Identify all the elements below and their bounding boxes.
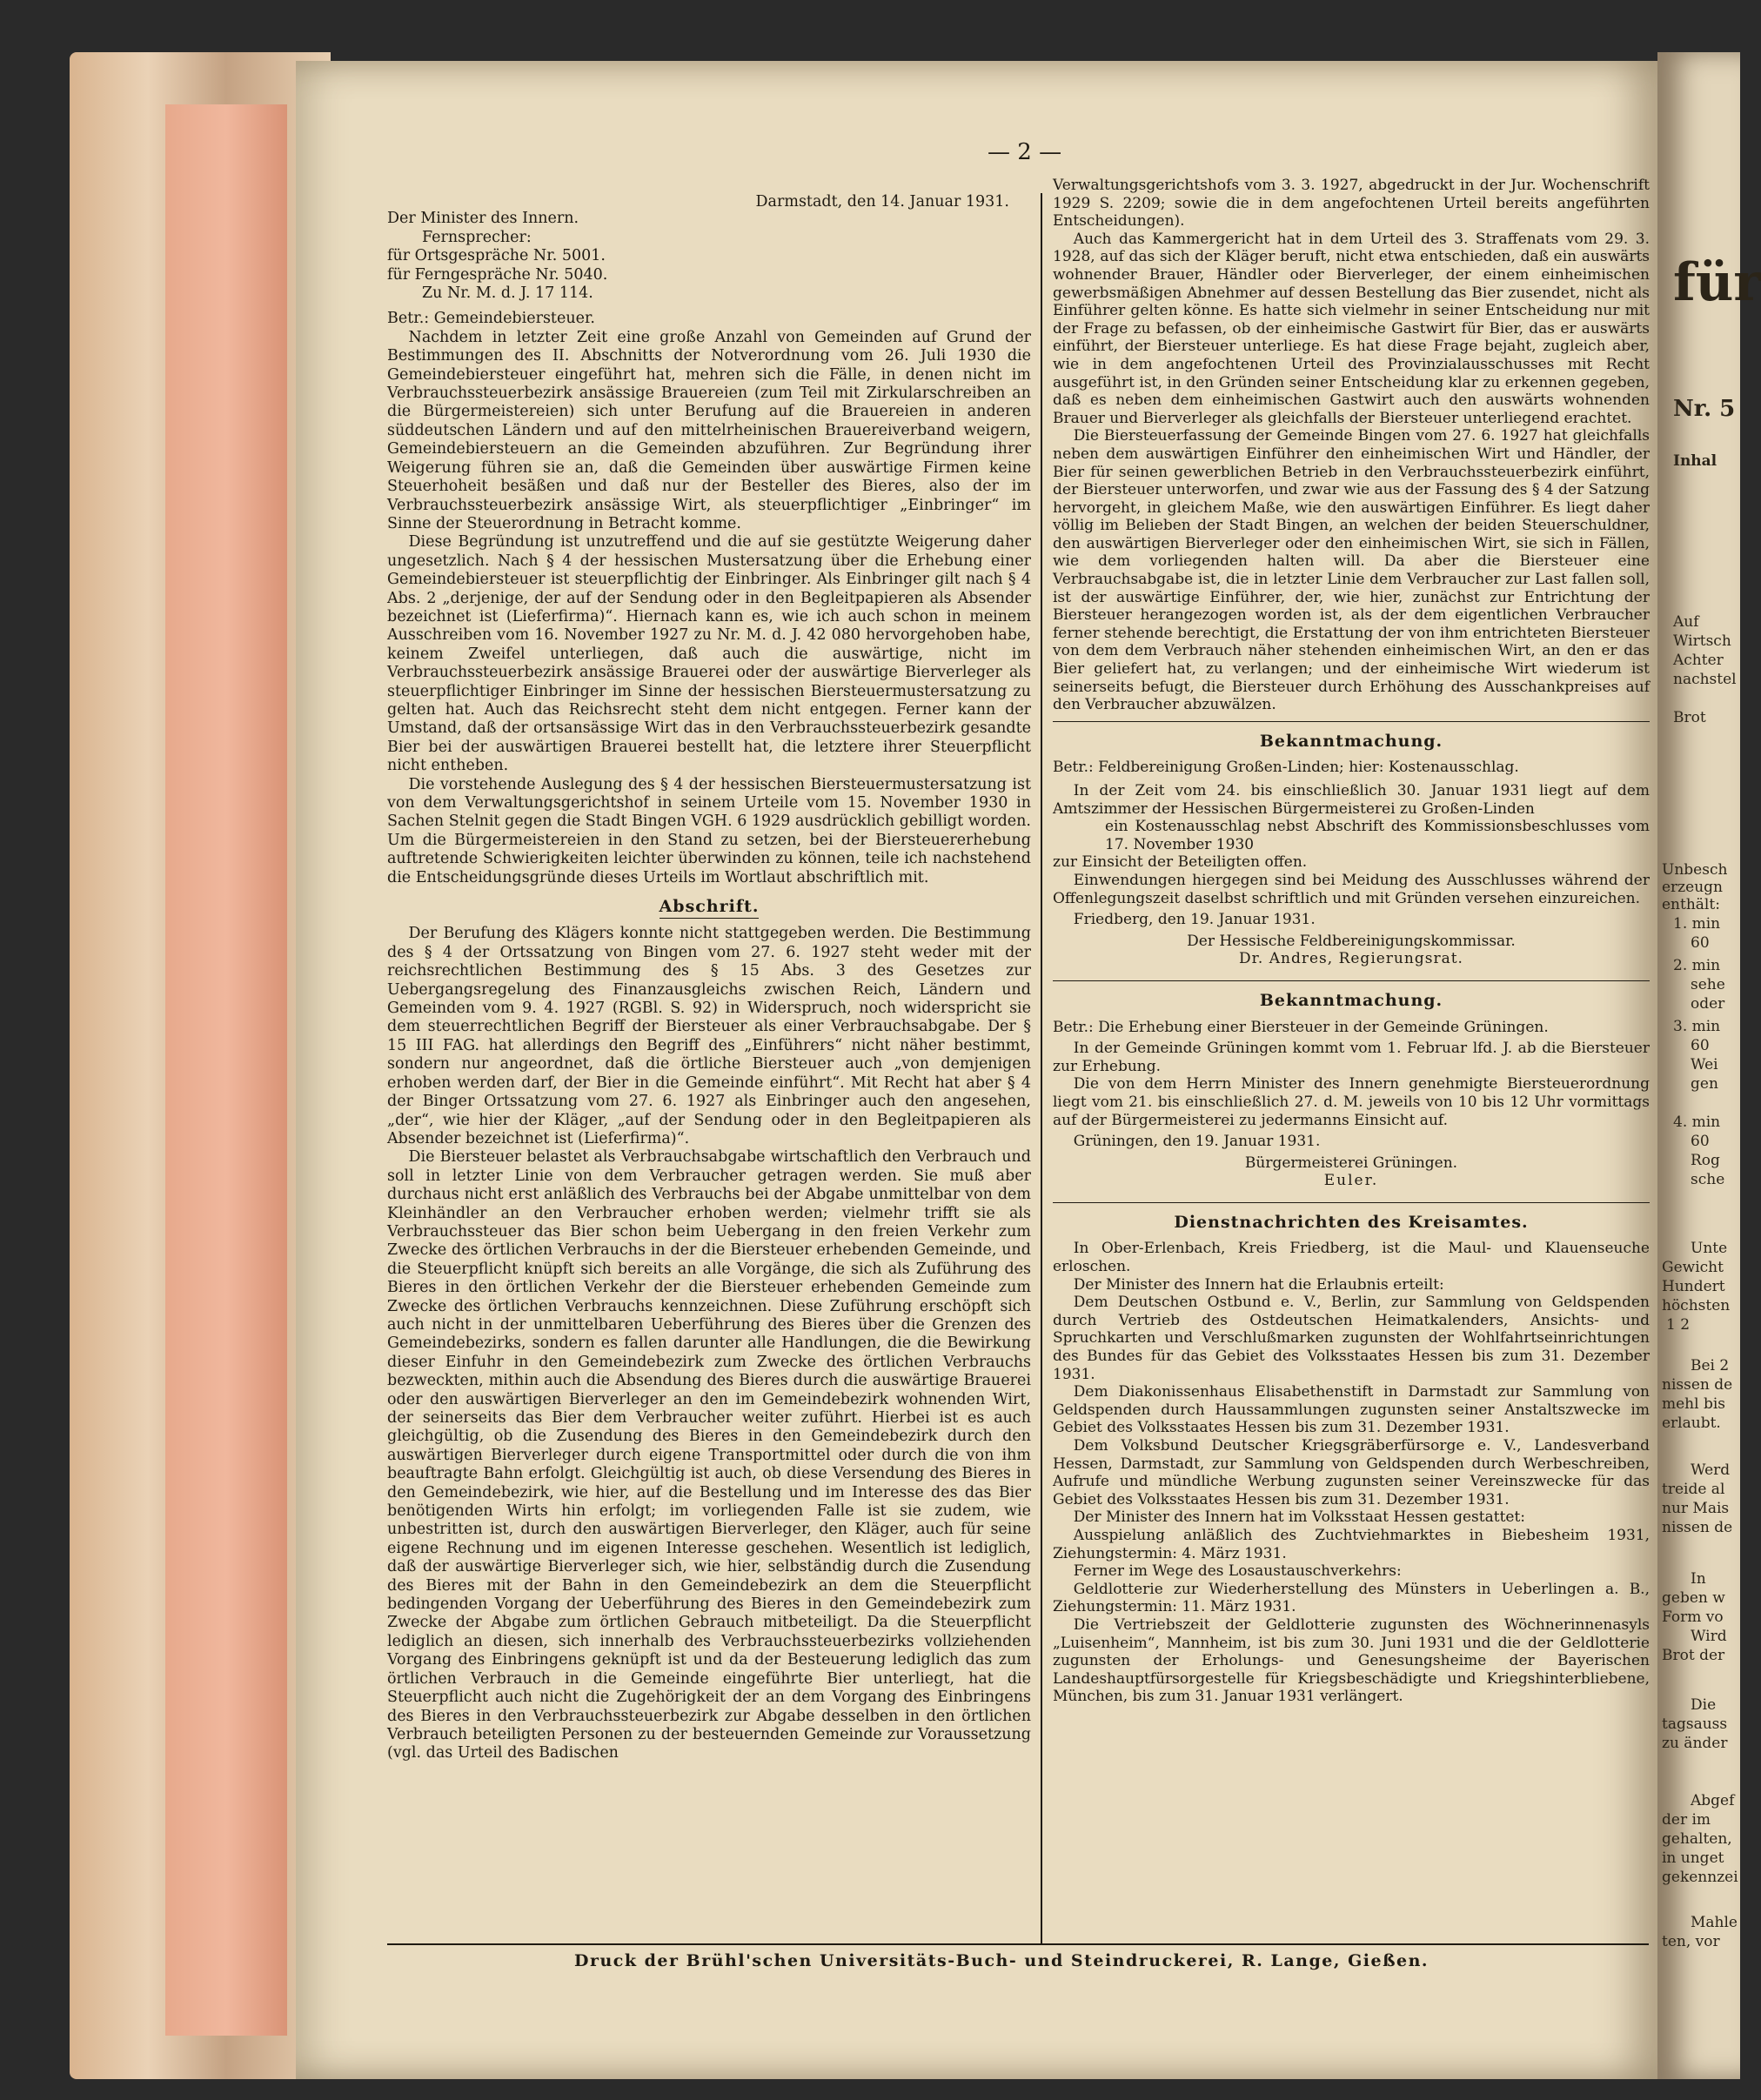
next-page-fragment: Brot [1673,709,1706,726]
sender-line: für Ortsgespräche Nr. 5001. [387,247,606,265]
next-page-edge [1657,52,1761,2079]
bekanntmachung-heading: Bekanntmachung. [1259,990,1443,1010]
next-page-fragment: Die [1691,1696,1717,1714]
sender-block [387,210,1031,303]
next-page-fragment: 4. min [1673,1114,1721,1131]
sender-line: Der Minister des Innern. [387,210,579,228]
next-page-fragment: geben w [1662,1589,1725,1607]
paragraph: Die Biersteuer belastet als Verbrauchsabgabe wirtschaftlich den Verbrauch und soll in letzter Linie von dem Verbraucher getragen werden. Sie muß aber durchaus nicht erst anläßlich des Verbrauchs bei der Abgabe unmittelbar von dem Kleinhändler an den Verbraucher erhoben werden; vielmehr trifft sie als Verbrauchssteuer das Bier schon beim Uebergang in den freien Verkehr zum Zwecke des örtlichen Verbrauchs in der die Biersteuer erhebenden Gemeinde, und die Steuerpflicht knüpft sich bereits an alle Vorgänge, die sich als Zuführung des Bieres in den örtlichen Verkehr der die Biersteuer erhebenden Gemeinde zum Zwecke des örtlichen Verbrauchs kennzeichnen. Diese Zuführung erschöpft sich auch nicht in der unmittelbaren Ueberführung des Bieres über die Grenzen des Gemeindebezirks, sondern es fallen darunter alle Handlungen, die die Bewirkung dieser Einfuhr in den Gemeindebezirk zum Zwecke des örtlichen Verbrauchs bezweckten, mithin auch die Absendung des Bieres durch die auswärtige Brauerei oder den auswärtigen Bierverleger an den im Gemeindebezirk wohnenden Wirt, der seinerseits das Bier dem Verbraucher weiter zuführt. Hierbei ist es auch gleichgültig, ob die Zusendung des Bieres in den Gemeindebezirk durch den auswärtigen Bierverleger durch eigene Transportmittel oder durch die von ihm beauftragte Bahn erfolgt. Gleichgültig ist auch, ob diese Versendung des Bieres in den Gemeindebezirk, wie hier, auf die Bestellung und im Interesse des das Bier benötigenden Wirts hin erfolgt; im vorliegenden Falle ist sie zudem, wie unbestritten ist, durch den auswärtigen Bierverleger, den Kläger, auch für seine eigene Rechnung und im eigenen Interesse geschehen. Wesentlich ist lediglich, daß der auswärtige Bierverleger sich, wie hier, selbständig durch die Zusendung des Bieres mit der Bahn in den Gemeindebezirk an dem die Steuerpflicht bedingenden Vorgang der Ueberführung des Bieres in den Gemeindebezirk zum Zwecke der Abgabe zum örtlichen Gebrauch mitbeteiligt. Da die Steuerpflicht lediglich an diesen, sich innerhalb des Verbrauchssteuerbezirks vollziehenden Vorgang des Einbringens geknüpft ist und da der Besteuerung lediglich das zum örtlichen Verbrauch in die Gemeinde eingeführte Bier unterliegt, hat die Steuerpflicht auch nicht die Zugehörigkeit der an dem Vorgang des Einbringens des Bieres in den Verbrauchssteuerbezirk zur Abgabe desselben in den örtlichen Verbrauch beteiligten Personen zu der besteuernden Gemeinde zur Voraussetzung (vgl. das Urteil des Badischen [387,1148,1031,1762]
next-page-fragment: nur Mais [1662,1500,1730,1517]
next-page-fragment: Abgef [1691,1792,1735,1809]
next-page-fragment: Inhal [1673,452,1717,470]
next-page-fragment: Rog [1691,1152,1720,1169]
dateline: Grüningen, den 19. Januar 1931. [1073,1133,1321,1151]
next-page-fragment: Wei [1691,1056,1718,1073]
column-divider [1041,193,1042,1943]
paragraph: Dem Diakonissenhaus Elisabethenstift in Darmstadt zur Sammlung von Geldspenden durch Haussammlungen zugunsten seiner Anstaltszwecke im Gebiet des Volksstaates Hessen bis zum 31. Dezember 1931. [1053,1383,1650,1437]
next-page-fragment: 60 [1691,934,1710,952]
next-page-fragment: Wirtsch [1673,632,1731,650]
next-page-fragment: Nr. 5 [1673,396,1736,422]
paragraph: Nachdem in letzter Zeit eine große Anzahl von Gemeinden auf Grund der Bestimmungen des II. Abschnitts der Notverordnung vom 26. Juli 1930 die Gemeindebiersteuer eingeführt hat, mehren sich die Fälle, in denen nicht im Verbrauchssteuerbezirk ansässige Brauereien (zum Teil mit Zirkularschreiben an die Bürgermeistereien) sich unter Berufung auf die Brauereien in anderen süddeutschen Ländern und auf den mittelrheinischen Brauereiverband weigern, Gemeindebiersteuern an die Gemeinden abzuführen. Zur Begründung ihrer Weigerung führen sie an, daß die Gemeinden über auswärtige Firmen keine Steuerhoheit besäßen und daß nur der Besteller des Bieres, also der im Verbrauchssteuerbezirk ansässige Wirt, als steuerpflichtiger „Einbringer“ im Sinne der Steuerordnung in Betracht komme. [387,328,1031,532]
sender-line: Fernsprecher: [422,228,532,246]
next-page-fragment: nachstel [1673,671,1737,688]
dienstnachrichten-heading: Dienstnachrichten des Kreisamtes. [1174,1212,1529,1232]
betr-line: Betr.: Gemeindebiersteuer. [387,310,595,328]
paragraph: Der Minister des Innern hat die Erlaubnis erteilt: [1073,1275,1444,1294]
dateline: Friedberg, den 19. Januar 1931. [1073,911,1316,929]
paragraph: Der Minister des Innern hat im Volksstaat Hessen gestattet: [1073,1508,1526,1527]
dateline: Darmstadt, den 14. Januar 1931. [755,193,1009,211]
red-edge [165,104,287,2036]
next-page-fragment: Wird [1691,1628,1727,1645]
paragraph: Die von dem Herrn Minister des Innern genehmigte Biersteuerordnung liegt vom 21. bis einschließlich 27. d. M. jeweils von 10 bis 12 Uhr vormittags auf der Bürgermeisterei zu jedermanns Einsicht auf. [1053,1075,1650,1129]
paragraph: Diese Begründung ist unzutreffend und die auf sie gestützte Weigerung daher ungesetzlich. Nach § 4 der hessischen Mustersatzung über die Erhebung einer Gemeindebiersteuer ist steuerpflichtig der Einbringer. Als Einbringer gilt nach § 4 Abs. 2 „derjenige, der auf der Sendung oder in den Begleitpapieren als Absender bezeichnet ist (Lieferfirma)“. Hiernach kann es, wie ich auch schon in meinem Ausschreiben vom 16. November 1927 zu Nr. M. d. J. 42 080 hervorgehoben habe, keinem Zweifel unterliegen, daß auch die auswärtige, nicht im Verbrauchssteuerbezirk ansässige Brauerei oder der auswärtige Bierverleger als steuerpflichtiger Einbringer im Sinne der hessischen Biersteuermustersatzung zu gelten hat. Auch das Reichsrecht steht dem nicht entgegen. Ferner kann der Umstand, daß der ortsansässige Wirt das in den Verbrauchssteuerbezirk gesandte Bier bei der auswärtigen Brauerei bestellt hat, die letztere ihrer Steuerpflicht nicht entheben. [387,533,1031,775]
next-page-fragment: Brot der [1662,1647,1725,1664]
right-column [1053,177,1650,1706]
next-page-fragment: in unget [1662,1849,1724,1867]
next-page-fragment: Unbesch [1662,861,1728,879]
abschrift-heading-text: Abschrift. [660,897,760,919]
next-page-fragment: treide al [1662,1481,1725,1498]
paragraph: Der Berufung des Klägers konnte nicht stattgegeben werden. Die Bestimmung des § 4 der Ortssatzung von Bingen vom 27. 6. 1927 steht weder mit der reichsrechtlichen Bestimmung des § 15 Abs. 3 des Gesetzes zur Uebergangsregelung des Finanzausgleichs zwischen Reich, Ländern und Gemeinden vom 9. 4. 1927 (RGBl. S. 92) in Widerspruch, noch widerspricht sie dem steuerrechtlichen Begriff der Biersteuer als einer Verbrauchsabgabe. Der § 15 III FAG. hat allerdings den Begriff des „Einführers“ nicht näher bestimmt, sondern nur angeordnet, daß die örtliche Biersteuer auch „von demjenigen erhoben werden darf, der Bier in die Gemeinde einführt“. Mit Recht hat aber § 4 der Binger Ortssatzung vom 27. 6. 1927 als Einbringer auch den angesehen, „der“, wie hier der Kläger, „auf der Sendung oder in den Begleitpapieren als Absender bezeichnet ist (Lieferfirma)“. [387,925,1031,1147]
book-edge [70,52,331,2079]
next-page-fragment: Form vo [1662,1608,1724,1626]
paragraph: Die vorstehende Auslegung des § 4 der hessischen Biersteuermustersatzung ist von dem Verwaltungsgerichtshof in seinem Urteile vom 15. November 1930 in Sachen Stelnit gegen die Stadt Bingen VGH. 6 1929 ausdrücklich gebilligt worden. Um die Bürgermeistereien in den Stand zu setzen, bei der Biersteuererhebung auftretende Schwierigkeiten leichter überwinden zu können, teile ich nachstehend die Entscheidungsgründe dieses Urteils im Wortlaut abschriftlich mit. [387,775,1031,886]
next-page-fragment: gehalten, [1662,1830,1732,1848]
left-column [387,193,1031,1763]
next-page-fragment: Werd [1691,1461,1731,1479]
next-page-fragment: Bei 2 [1691,1357,1730,1374]
next-page-fragment: enthält: [1662,896,1720,913]
next-page-fragment: sche [1691,1171,1725,1188]
next-page-fragment: nissen de [1662,1376,1733,1394]
next-page-fragment: In [1691,1570,1706,1588]
next-page-fragment: 2. min [1673,957,1721,974]
next-page-fragment: zu änder [1662,1735,1728,1752]
next-page-fragment: höchsten [1662,1297,1731,1314]
next-page-fragment: gekennzei [1662,1869,1738,1886]
paragraph: Dem Deutschen Ostbund e. V., Berlin, zur Sammlung von Geldspenden durch Vertrieb des Ostdeutschen Heimatkalenders, Ansichts- und Spruchkarten und Verschlußmarken zugunsten der Wohlfahrtseinrichtungen des Bundes für das Gebiet des Volksstaates Hessen bis zum 31. Dezember 1931. [1053,1294,1650,1383]
next-page-fragment: 60 [1691,1133,1710,1150]
next-page-fragment: ten, vor [1662,1933,1720,1950]
page-number: — 2 — [988,139,1062,165]
section-divider [1053,721,1650,722]
printer-imprint: Druck der Brühl'schen Universitäts-Buch- und Steindruckerei, R. Lange, Gießen. [574,1951,1430,1970]
paragraph: In der Zeit vom 24. bis einschließlich 30. Januar 1931 liegt auf dem Amtszimmer der Hessischen Bürgermeisterei zu Großen-Linden [1053,782,1650,818]
paragraph: zur Einsicht der Beteiligten offen. [1053,853,1308,872]
section-divider [1053,980,1650,981]
paragraph: Dem Volksbund Deutscher Kriegsgräberfürsorge e. V., Landesverband Hessen, Darmstadt, zur Sammlung von Geldspenden durch Werbeschreiben, Aufrufe und mündliche Werbung zugunsten seiner Vereinszwecke für das Gebiet des Volksstaates Hessen bis zum 31. Dezember 1931. [1053,1437,1650,1508]
betr-line: Betr.: Die Erhebung einer Biersteuer in der Gemeinde Grüningen. [1053,1018,1549,1036]
next-page-fragment: erlaubt. [1662,1414,1721,1432]
paragraph: Ferner im Wege des Losaustauschverkehrs: [1073,1562,1402,1581]
abschrift-heading [387,898,1031,916]
sender-line: für Ferngespräche Nr. 5040. [387,265,608,284]
next-page-fragment: Auf [1673,613,1699,631]
paragraph: Einwendungen hiergegen sind bei Meidung des Ausschlusses während der Offenlegungszeit daselbst schriftlich und mit Gründen versehen einzureichen. [1053,871,1650,907]
next-page-fragment: erzeugn [1662,879,1723,896]
signature: Euler. [1323,1172,1379,1190]
next-page-fragment: für [1673,252,1761,313]
paragraph: Ausspielung anläßlich des Zuchtviehmarktes in Biebesheim 1931, Ziehungstermin: 4. März 1931. [1053,1526,1650,1562]
signature: Der Hessische Feldbereinigungskommissar. [1187,932,1516,950]
next-page-fragment: Achter [1673,652,1724,669]
paragraph: In der Gemeinde Grüningen kommt vom 1. Februar lfd. J. ab die Biersteuer zur Erhebung. [1053,1040,1650,1075]
next-page-fragment: 3. min [1673,1018,1721,1035]
next-page-fragment: Gewicht [1662,1259,1724,1276]
next-page-fragment: Unte [1691,1240,1728,1257]
next-page-fragment: der im [1662,1811,1711,1829]
next-page-fragment: oder [1691,995,1725,1013]
next-page-fragment: gen [1691,1075,1718,1093]
paragraph: Die Biersteuerfassung der Gemeinde Bingen vom 27. 6. 1927 hat gleichfalls neben dem auswärtigen Einführer den einheimischen Wirt und Händler, der Bier für seinen gewerblichen Betrieb in den Verbrauchssteuerbezirk einführt, der Biersteuer unterworfen, und zwar wie aus der Fassung des § 4 der Satzung hervorgeht, in gleichem Maße, wie den auswärtigen Einführer. Es liegt daher völlig im Belieben der Stadt Bingen, an welchen der beiden Steuerschuldner, den auswärtigen Bierverleger oder den einheimischen Wirt, sie sich in Fällen, wie dem vorliegenden halten will. Da aber die Biersteuer eine Verbrauchsabgabe ist, die in letzter Linie dem Verbraucher zur Last fallen soll, ist der auswärtige Einführer, der, wie hier, zunächst zur Entrichtung der Biersteuer herangezogen worden ist, als der dem eigentlichen Verbraucher ferner stehende berechtigt, die Erstattung der von ihm entrichteten Biersteuer von dem dem Verbrauch näher stehenden einheimischen Wirt, an den er das Bier geliefert hat, zu verlangen; und der einheimische Wirt wiederum ist seinerseits befugt, die Biersteuer durch Erhöhung des Ausschankpreises auf den Verbraucher abzuwälzen. [1053,427,1650,714]
sender-line: Zu Nr. M. d. J. 17 114. [422,284,593,303]
paragraph: In Ober-Erlenbach, Kreis Friedberg, ist die Maul- und Klauenseuche erloschen. [1053,1240,1650,1276]
next-page-fragment: 60 [1691,1037,1710,1054]
paragraph: Auch das Kammergericht hat in dem Urteil des 3. Straffenats vom 29. 3. 1928, auf das sich der Kläger beruft, nicht etwa entschieden, daß ein auswärts wohnender Brauer, Händler oder Bierverleger, der einem einheimischen gewerbsmäßigen Abnehmer auf dessen Bestellung das Bier zusendet, nicht als Einführer gelten könne. Es hatte sich vielmehr in seiner Entscheidung nur mit der Frage zu befassen, ob der einheimische Gastwirt für Bier, das er auswärts einführt, der Biersteuer unterliege. Es hat diese Frage bejaht, zugleich aber, wie in dem angefochtenen Urteil des Provinzialausschusses mit Recht ausgeführt ist, in den Gründen seiner Entscheidung klar zu erkennen gegeben, daß es neben dem einheimischen Gastwirt auch den auswärts wohnenden Brauer und Bierverleger als gleichfalls der Biersteuer unterliegend erachtet. [1053,230,1650,427]
section-divider [1053,1202,1650,1203]
next-page-fragment: 1. min [1673,915,1721,933]
next-page-fragment: tagsauss [1662,1715,1728,1733]
footer-rule [387,1943,1649,1945]
betr-line: Betr.: Feldbereinigung Großen-Linden; hier: Kostenausschlag. [1053,759,1519,777]
next-page-fragment: sehe [1691,976,1725,993]
bekanntmachung-heading: Bekanntmachung. [1259,731,1443,751]
paragraph: Geldlotterie zur Wiederherstellung des Münsters in Ueberlingen a. B., Ziehungstermin: 11. März 1931. [1053,1580,1650,1616]
paragraph: Die Vertriebszeit der Geldlotterie zugunsten des Wöchnerinnenasyls „Luisenheim“, Mannheim, ist bis zum 30. Juni 1931 und die der Geldlotterie zugunsten der Erholungs- und Genesungsheime der Bayerischen Landeshauptfürsorgestelle für Kriegsbeschädigte und Kriegshinterbliebene, München, bis zum 31. Januar 1931 verlängert. [1053,1615,1650,1706]
next-page-fragment: 1 2 [1666,1316,1691,1334]
next-page-fragment: mehl bis [1662,1395,1726,1413]
next-page-fragment: Mahle [1691,1914,1738,1931]
paragraph: ein Kostenausschlag nebst Abschrift des Kommissionsbeschlusses vom 17. November 1930 [1105,818,1650,853]
signature: Bürgermeisterei Grüningen. [1244,1154,1458,1172]
next-page-fragment: nissen de [1662,1519,1733,1536]
next-page-fragment: Hundert [1662,1278,1725,1295]
paragraph: Verwaltungsgerichtshofs vom 3. 3. 1927, abgedruckt in der Jur. Wochenschrift 1929 S. 2209; sowie die in dem angefochtenen Urteil bereits angeführten Entscheidungen). [1053,177,1650,231]
signature: Dr. Andres, Regierungsrat. [1239,950,1463,968]
